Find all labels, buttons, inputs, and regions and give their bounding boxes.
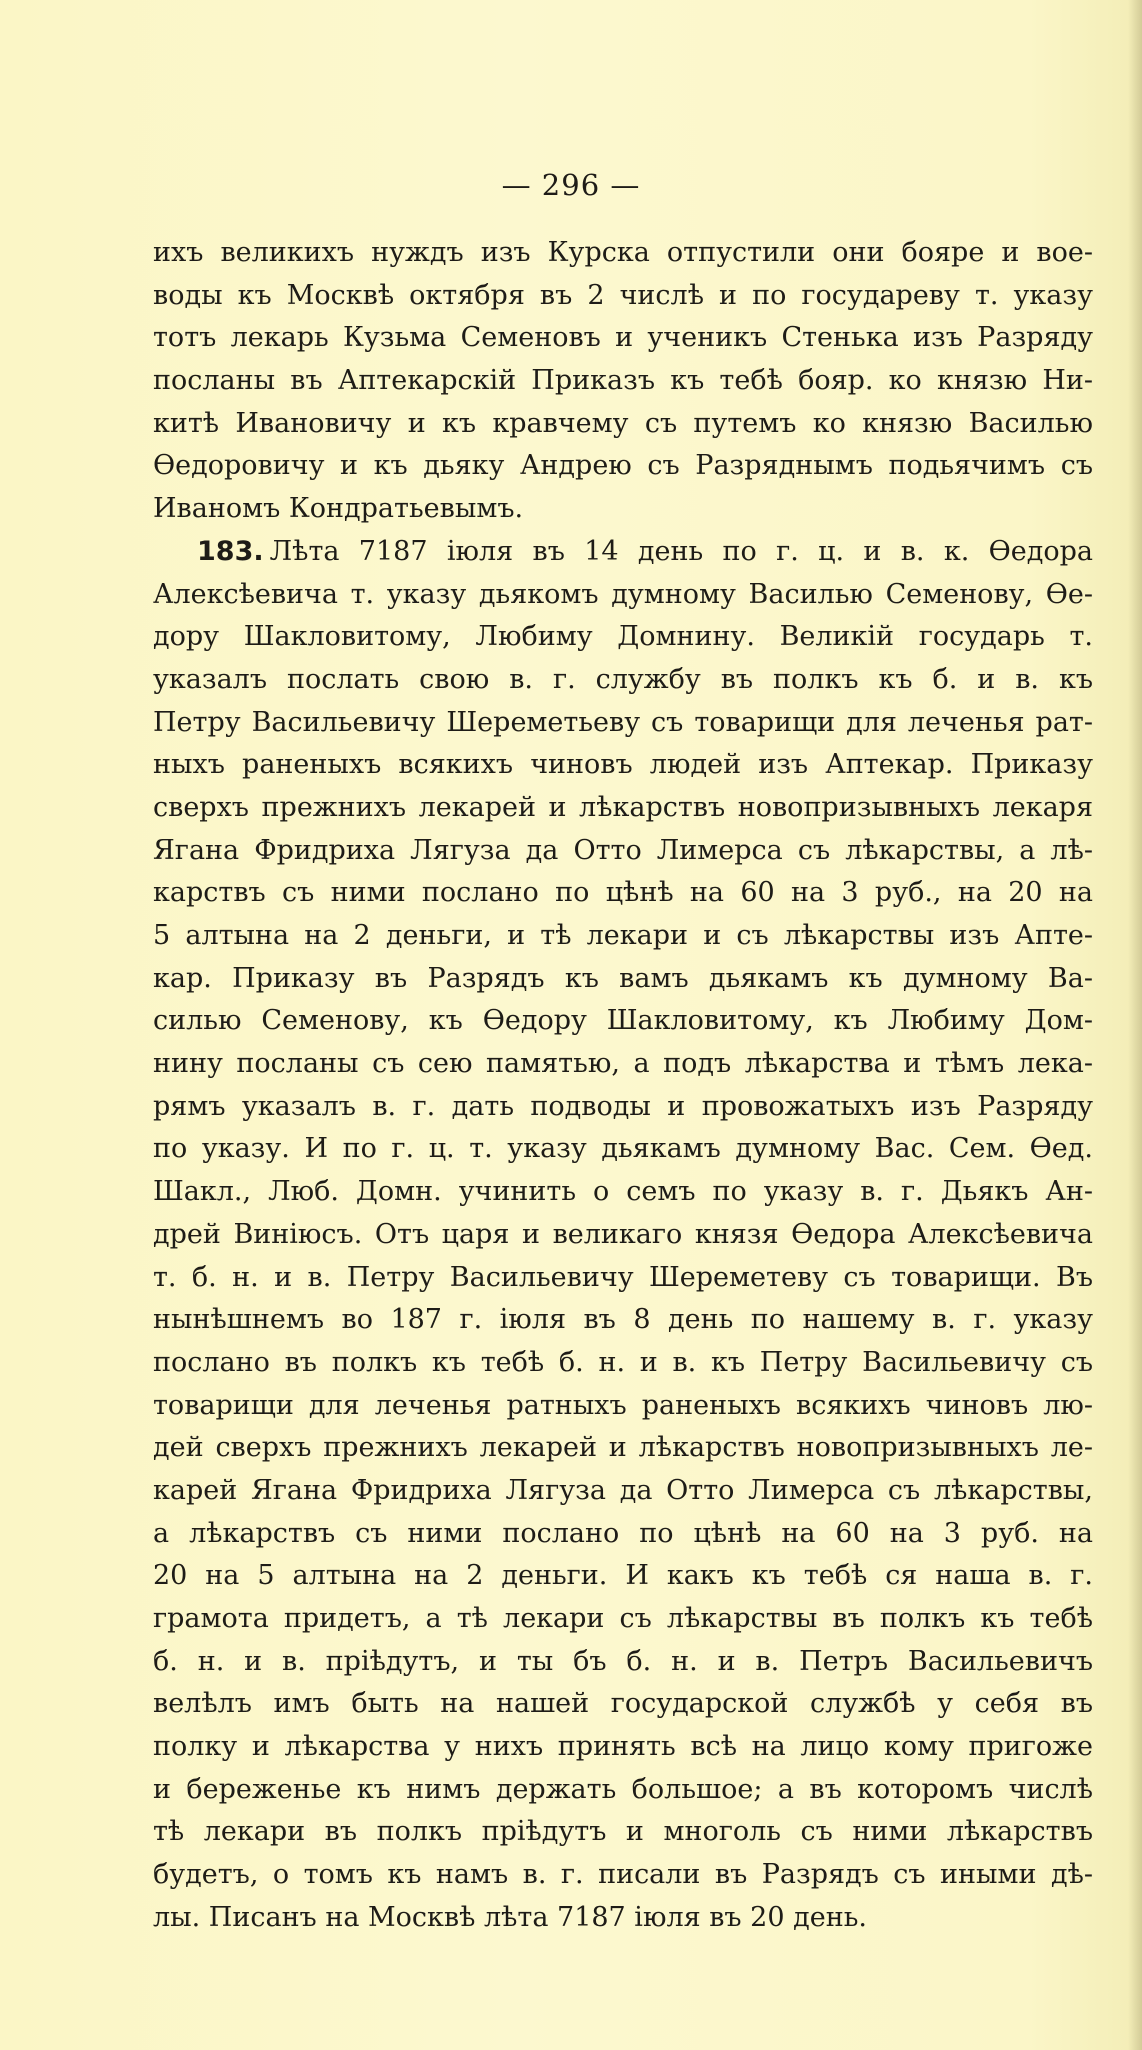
text-line: тотъ лекарь Кузьма Семеновъ и ученикъ Стенька изъ Разряду [153,322,1093,354]
page-edge-shadow [1128,0,1142,2050]
text-line: карствъ съ ними послано по цѣнѣ на 60 на 3 руб., на 20 на [153,877,1093,909]
text-line: лы. Писанъ на Москвѣ лѣта 7187 іюля въ 20 день. [153,1901,867,1933]
text-line: по указу. И по г. ц. т. указу дьякамъ думному Вас. Сем. Ѳед. [153,1133,1093,1165]
text-line: силью Семенову, къ Ѳедору Шакловитому, къ Любиму Дом- [153,1005,1093,1037]
text-line: грамота придетъ, а тѣ лекари съ лѣкарствы въ полкъ къ тебѣ [153,1603,1093,1634]
text-line: Лѣта 7187 іюля въ 14 день по г. ц. и в. к. Ѳедора [269,535,1093,567]
text-line: б. н. и в. пріѣдутъ, и ты бъ б. н. и в. Петръ Васильевичъ [153,1645,1093,1677]
page-number: — 296 — [501,168,641,202]
text-line: посланы въ Аптекарскій Приказъ къ тебѣ бояр. ко князю Ни- [153,365,1093,397]
text-line: ихъ великихъ нуждъ изъ Курска отпустили они бояре и вое- [153,237,1093,268]
text-line: т. б. н. и в. Петру Васильевичу Шереметеву съ товарищи. Въ [153,1261,1093,1293]
text-line: указалъ послать свою в. г. службу въ полкъ къ б. и в. къ [153,663,1093,695]
text-line: китѣ Ивановичу и къ кравчему съ путемъ ко князю Василью [153,407,1093,439]
text-line: 5 алтына на 2 деньги, и тѣ лекари и съ лѣкарствы изъ Апте- [153,920,1093,951]
text-line: воды къ Москвѣ октября въ 2 числѣ и по государеву т. указу [153,279,1093,311]
text-line: нину посланы съ сею памятью, а подъ лѣкарства и тѣмъ лека- [153,1048,1093,1080]
text-line: и береженье къ нимъ держать большое; а въ которомъ числѣ [153,1773,1093,1805]
text-line: Ягана Фридриха Лягуза да Отто Лимерса съ лѣкарствы, а лѣ- [153,834,1093,866]
text-line: полку и лѣкарства у нихъ принять всѣ на лицо кому пригоже [153,1731,1093,1763]
section-number: 183. [197,535,264,567]
text-line: нынѣшнемъ во 187 г. іюля въ 8 день по нашему в. г. указу [153,1304,1093,1336]
text-line: ныхъ раненыхъ всякихъ чиновъ людей изъ Аптекар. Приказу [153,749,1093,781]
text-line: велѣлъ имъ быть на нашей государской службѣ у себя въ [153,1688,1093,1720]
text-line: послано въ полкъ къ тебѣ б. н. и в. къ Петру Васильевичу съ [153,1346,1093,1378]
text-line: Алексѣевича т. указу дьякомъ думному Василью Семенову, Ѳе- [153,578,1093,610]
text-line: Иваномъ Кондратьевымъ. [153,493,524,525]
text-line: будетъ, о томъ къ намъ в. г. писали въ Разрядъ съ иными дѣ- [153,1859,1093,1891]
text-line: Петру Васильевичу Шереметьеву съ товарищи для леченья рат- [153,706,1093,738]
text-line: карей Ягана Фридриха Лягуза да Отто Лимерса съ лѣкарствы, [153,1474,1093,1506]
text-line: дрей Виніюсъ. Отъ царя и великаго князя Ѳедора Алексѣевича [153,1218,1093,1250]
text-line: тѣ лекари въ полкъ пріѣдутъ и многоль съ ними лѣкарствъ [153,1816,1093,1848]
text-line: рямъ указалъ в. г. дать подводы и провожатыхъ изъ Разряду [153,1090,1093,1122]
text-line: а лѣкарствъ съ ними послано по цѣнѣ на 60 на 3 руб. на [153,1517,1093,1549]
document-body [153,232,1093,1940]
text-line: 20 на 5 алтына на 2 деньги. И какъ къ тебѣ ся наша в. г. [153,1560,1093,1592]
text-line: кар. Приказу въ Разрядъ къ вамъ дьякамъ къ думному Ва- [153,962,1093,994]
text-line: дору Шакловитому, Любиму Домнину. Великій государь т. [153,621,1093,653]
paragraph-first-line [153,531,1093,574]
text-line: Ѳедоровичу и къ дьяку Андрею съ Разряднымъ подьячимъ съ [153,450,1093,482]
text-line: дей сверхъ прежнихъ лекарей и лѣкарствъ новопризывныхъ ле- [153,1432,1093,1464]
text-line: сверхъ прежнихъ лекарей и лѣкарствъ новопризывныхъ лекаря [153,791,1093,823]
text-line: товарищи для леченья ратныхъ раненыхъ всякихъ чиновъ лю- [153,1389,1093,1421]
text-line: Шакл., Люб. Домн. учинить о семъ по указу в. г. Дьякъ Ан- [153,1176,1093,1208]
